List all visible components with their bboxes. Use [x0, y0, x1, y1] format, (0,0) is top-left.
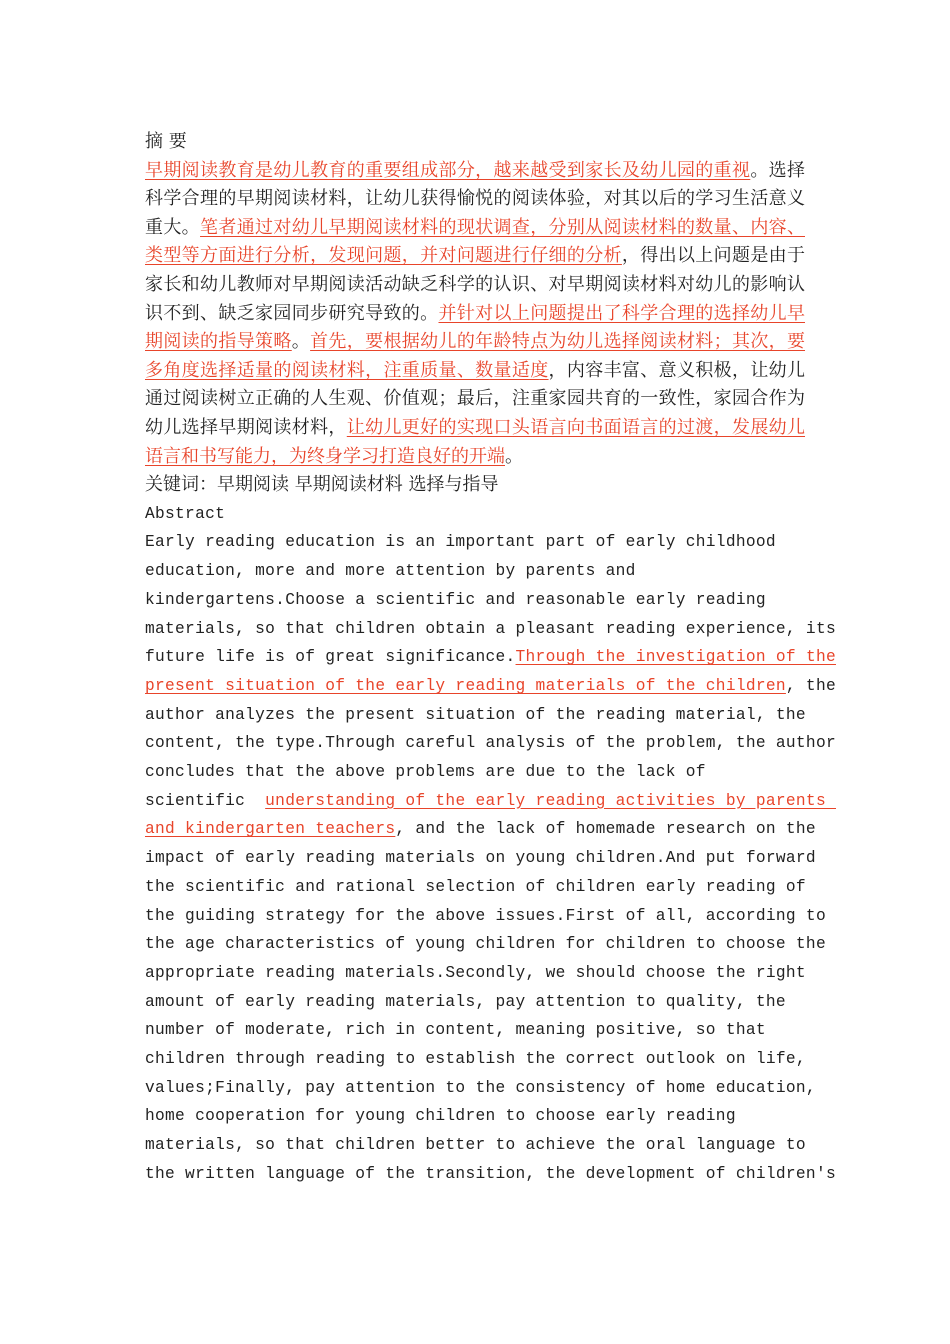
body-text: , and the lack of homemade research on the	[395, 820, 816, 839]
en-abstract-line	[145, 787, 836, 816]
body-text: Early reading education is an important part of early childhood	[145, 533, 776, 552]
en-abstract-line	[145, 988, 805, 1017]
body-text: 。选择科学合理的早期阅读材料，让幼儿获得愉悦的阅读体验，对其以后的学习生活意义重大。	[145, 159, 805, 238]
en-abstract-line	[145, 1074, 816, 1103]
body-text: home cooperation for young children to choose early reading	[145, 1107, 736, 1126]
en-abstract-line	[145, 615, 836, 644]
en-abstract-line	[145, 815, 816, 844]
body-text: kindergartens.Choose a scientific and reasonable early reading	[145, 590, 766, 609]
en-abstract-line	[145, 873, 805, 902]
document-page	[145, 128, 836, 1189]
body-text: 。	[505, 445, 523, 467]
en-abstract-line	[145, 1131, 805, 1160]
body-text: content, the type.Through careful analysis of the problem, the author	[145, 734, 836, 753]
cn-abstract-body	[145, 157, 805, 472]
highlighted-text: 笔者通过对幼儿早期阅读材料的现状调查，分别从阅读材料的数量、内容、类型等方面进行分析，发现问题，并对问题进行仔细的分析	[145, 216, 805, 267]
highlighted-text: 并针对以上问题提出了科学合理的选择幼儿早期阅读的指导策略	[145, 302, 805, 353]
body-text: ，得出以上问题是由于家长和幼儿教师对早期阅读活动缺乏科学的认识、对早期阅读材料对幼儿的影响认识不到、缺乏家园同步研究导致的。	[145, 245, 806, 324]
en-abstract-line	[145, 844, 816, 873]
en-abstract-line	[145, 1016, 805, 1045]
body-text: appropriate reading materials.Secondly, we should choose the right	[145, 963, 806, 982]
highlighted-text: 早期阅读教育是幼儿教育的重要组成部分，越来越受到家长及幼儿园的重视	[145, 159, 751, 181]
body-text: the scientific and rational selection of children early reading of	[145, 877, 806, 896]
en-abstract-line	[145, 1045, 805, 1074]
highlighted-text: and kindergarten teachers	[145, 820, 396, 839]
body-text: amount of early reading materials, pay attention to quality, the	[145, 992, 786, 1011]
en-abstract-line	[145, 672, 836, 701]
body-text: , the	[785, 676, 836, 695]
body-text: scientific	[145, 791, 266, 810]
body-text: 。	[291, 331, 311, 353]
body-text: concludes that the above problems are due to the lack of	[145, 763, 706, 782]
en-abstract-body	[145, 528, 836, 1188]
body-text: future life is of great significance.	[145, 648, 516, 667]
body-text: education, more and more attention by parents and	[145, 562, 636, 581]
chinese-abstract	[145, 128, 805, 500]
body-text: ，内容丰富、意义积极，让幼儿通过阅读树立正确的人生观、价值观；最后，注重家园共育的一致性，家园合作为幼儿选择早期阅读材料，	[145, 359, 806, 438]
highlighted-text: 首先，要根据幼儿的年龄特点为幼儿选择阅读材料；其次，要多角度选择适量的阅读材料，注重质量、数量适度	[145, 331, 806, 381]
en-abstract-line	[145, 701, 805, 730]
en-abstract-line	[145, 557, 805, 586]
body-text: materials, so that children better to achieve the oral language to	[145, 1136, 806, 1155]
en-abstract-heading: Abstract	[145, 504, 226, 523]
en-abstract-line	[145, 902, 826, 931]
body-text: the written language of the transition, the development of children's	[145, 1164, 836, 1183]
highlighted-text: present situation of the early reading materials of the children	[145, 676, 786, 695]
cn-keywords: 关键词：早期阅读 早期阅读材料 选择与指导	[145, 474, 499, 496]
body-text: the age characteristics of young children for children to choose the	[145, 935, 826, 954]
cn-abstract-heading: 摘 要	[145, 131, 187, 152]
en-abstract-line	[145, 1102, 805, 1131]
highlighted-text: Through the investigation of the	[515, 648, 836, 667]
body-text: number of moderate, rich in content, meaning positive, so that	[145, 1021, 766, 1040]
en-abstract-line	[145, 930, 826, 959]
body-text: author analyzes the present situation of the reading material, the	[145, 705, 806, 724]
english-abstract	[145, 500, 836, 1189]
body-text: materials, so that children obtain a pleasant reading experience, its	[145, 619, 836, 638]
en-abstract-line	[145, 729, 836, 758]
en-abstract-line	[145, 1160, 836, 1189]
en-abstract-line	[145, 586, 805, 615]
en-abstract-line	[145, 528, 805, 557]
body-text: impact of early reading materials on young children.And put forward	[145, 849, 816, 868]
body-text: children through reading to establish the correct outlook on life,	[145, 1050, 806, 1069]
en-abstract-line	[145, 643, 836, 672]
highlighted-text: 让幼儿更好的实现口头语言向书面语言的过渡，发展幼儿语言和书写能力，为终身学习打造良好的开端	[145, 416, 806, 467]
body-text: values;Finally, pay attention to the consistency of home education,	[145, 1078, 816, 1097]
en-abstract-line	[145, 758, 805, 787]
highlighted-text: understanding of the early reading activities by parents	[265, 791, 836, 810]
en-abstract-line	[145, 959, 805, 988]
body-text: the guiding strategy for the above issues.First of all, according to	[145, 906, 826, 925]
